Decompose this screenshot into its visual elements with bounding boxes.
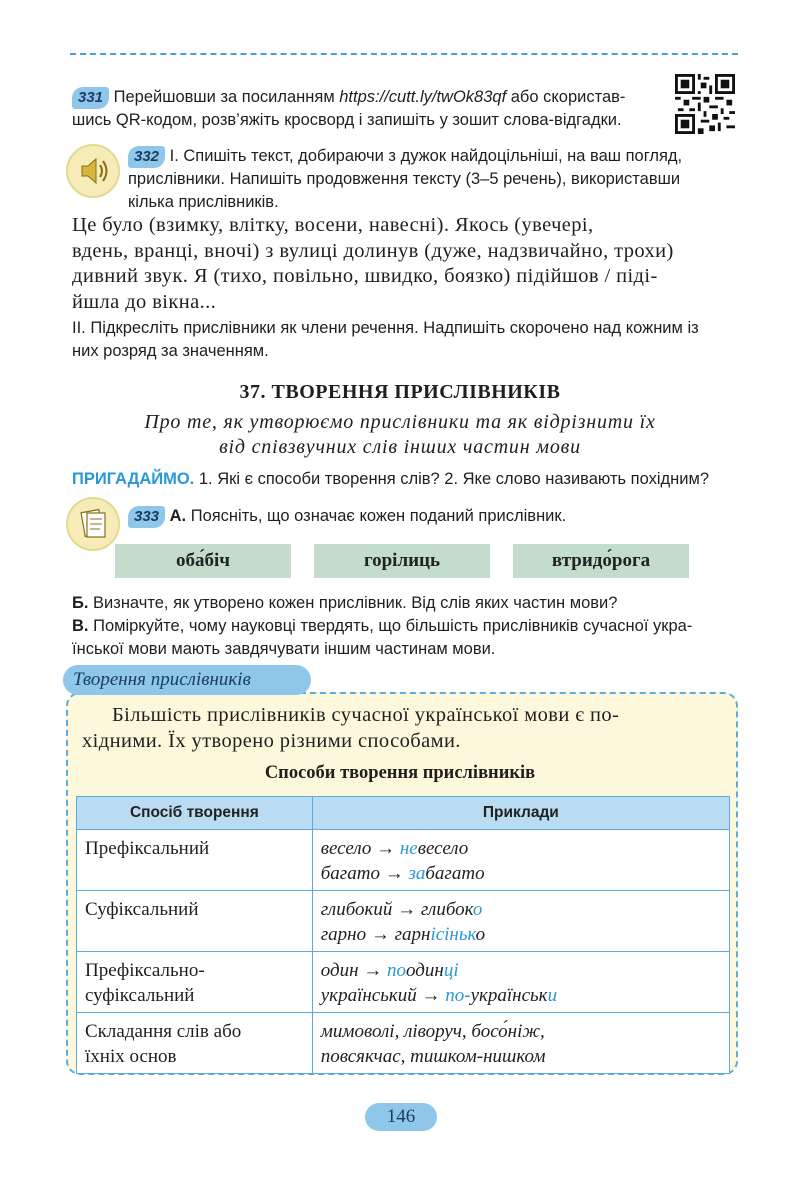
method-cell: Префіксально- суфіксальний	[77, 952, 313, 1013]
task-333-bc: Б. Визначте, як утворено кожен прислівник. Від слів яких частин мови? В. Поміркуйте, чому науковці твердять, що більшість прислівників сучасної укра- їнської мови мають завдячувати іншим частинам мови.	[72, 594, 693, 658]
ways-table	[76, 796, 730, 1074]
section-subtitle: Про те, як утворюємо прислівники та як відрізнити їх від співзвучних слів інших частин мови	[144, 411, 656, 458]
notes-icon-circle[interactable]	[66, 497, 120, 551]
table-row	[77, 830, 730, 891]
theory-label: Творення прислівників	[63, 665, 311, 695]
task-331-link[interactable]: https://cutt.ly/twOk83qf	[339, 88, 507, 106]
notebook-icon	[68, 499, 118, 549]
table-row	[77, 952, 730, 1013]
listen-icon-circle[interactable]	[66, 144, 120, 198]
method-cell: Префіксальний	[77, 830, 313, 891]
examples-cell: глибокий → глибоко гарно → гарнісінько	[312, 891, 729, 952]
table-row	[77, 1013, 730, 1074]
task-number-332: 332	[128, 146, 165, 168]
speaker-icon	[68, 146, 118, 196]
examples-cell: мимоволі, ліворуч, босо́ніж, повсякчас, тишком-нишком	[312, 1013, 729, 1074]
task-332-text: Це було (взимку, влітку, восени, навесні). Якось (увечері, вдень, вранці, вночі) з вулиці долинув (дуже, надзвичайно, трохи) дивний звук. Я (тихо, повільно, швидко, боязко) підійшов / піді- йшла до вікна...	[72, 214, 674, 313]
table-header-row	[77, 797, 730, 830]
method-cell: Суфіксальний	[77, 891, 313, 952]
task-332: 332 І. Спишіть текст, добираючи з дужок найдоцільніші, на ваш погляд, прислівники. Напишіть продовження тексту (3–5 речень), використавши кілька прислівників.	[128, 147, 683, 211]
col-header-examples: Приклади	[312, 797, 729, 830]
task-number-333: 333	[128, 506, 165, 528]
examples-cell: один → поодинці український → по-українськи	[312, 952, 729, 1013]
task-331: 331 Перейшовши за посиланням https://cutt.ly/twOk83qf або скористав- шись QR-кодом, розв’яжіть кросворд і запишіть у зошит слова-відгадки.	[72, 88, 626, 129]
top-divider	[70, 53, 738, 55]
recall-label: ПРИГАДАЙМО.	[72, 470, 195, 488]
word-box-3: втридо́рога	[513, 544, 689, 578]
table-title: Способи творення прислівників	[264, 763, 536, 783]
method-cell: Складання слів або їхніх основ	[77, 1013, 313, 1074]
word-box-1: оба́біч	[115, 544, 291, 578]
theory-text: Більшість прислівників сучасної української мови є по- хідними. Їх утворено різними способами.	[82, 704, 620, 752]
task-332-part2: ІІ. Підкресліть прислівники як члени речення. Надпишіть скорочено над кожним із них розряд за значенням.	[72, 319, 699, 360]
task-number-331: 331	[72, 87, 109, 109]
task-333: 333 А. Поясніть, що означає кожен поданий прислівник.	[128, 505, 728, 528]
table-row	[77, 891, 730, 952]
word-box-2: горілиць	[314, 544, 490, 578]
col-header-method: Спосіб творення	[77, 797, 313, 830]
qr-code-icon[interactable]	[675, 74, 735, 134]
page-number: 146	[365, 1103, 437, 1131]
recall-line: ПРИГАДАЙМО. 1. Які є способи творення слів? 2. Яке слово називають похідним?	[72, 470, 710, 488]
section-title: 37. ТВОРЕННЯ ПРИСЛІВНИКІВ	[239, 381, 561, 403]
examples-cell: весело → невесело багато → забагато	[312, 830, 729, 891]
